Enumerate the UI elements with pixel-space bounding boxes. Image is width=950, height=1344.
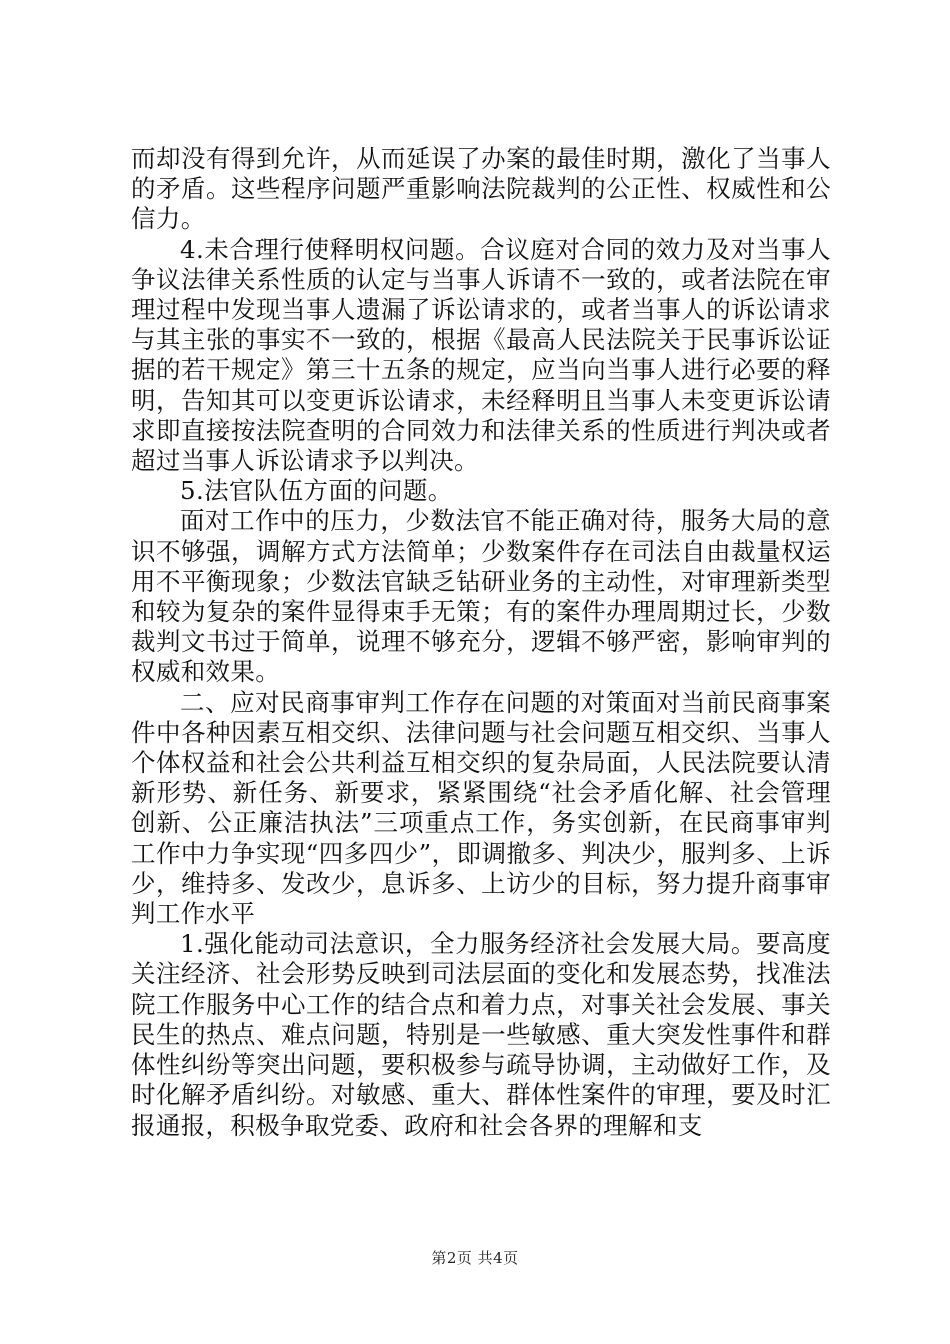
paragraph-countermeasure-1: 1.强化能动司法意识，全力服务经济社会发展大局。要高度关注经济、社会形势反映到司法层面的变化和发展态势，找准法院工作服务中心工作的结合点和着力点，对事关社会发展、事关民生的热点、难点问题，特别是一些敏感、重大突发性事件和群体性纠纷等突出问题，要积极参与疏导协调，主动做好工作，及时化解矛盾纠纷。对敏感、重大、群体性案件的审理，要及时汇报通报，积极争取党委、政府和社会各界的理解和支 <box>131 929 831 1140</box>
paragraph-item-5-heading: 5.法官队伍方面的问题。 <box>180 476 453 506</box>
paragraph-item-4: 4.未合理行使释明权问题。合议庭对合同的效力及对当事人争议法律关系性质的认定与当事人诉请不一致的，或者法院在审理过程中发现当事人遗漏了诉讼请求的，或者当事人的诉讼请求与其主张的事实不一致的，根据《最高人民法院关于民事诉讼证据的若干规定》第三十五条的规定，应当向当事人进行必要的释明，告知其可以变更诉讼请求，未经释明且当事人未变更诉讼请求即直接按法院查明的合同效力和法律关系的性质进行判决或者超过当事人诉讼请求予以判决。 <box>131 234 831 476</box>
paragraph-section-2: 二、应对民商事审判工作存在问题的对策面对当前民商事案件中各种因素互相交织、法律问题与社会问题互相交织、当事人个体权益和社会公共利益互相交织的复杂局面，人民法院要认清新形势、新任务、新要求，紧紧围绕“社会矛盾化解、社会管理创新、公正廉洁执法”三项重点工作，务实创新，在民商事审判工作中力争实现“四多四少”，即调撤多、判决少，服判多、上诉少，维持多、发改少，息诉多、上访少的目标，努力提升商事审判工作水平 <box>131 687 831 929</box>
paragraph-item-5-body: 面对工作中的压力，少数法官不能正确对待，服务大局的意识不够强，调解方式方法简单；少数案件存在司法自由裁量权运用不平衡现象；少数法官缺乏钻研业务的主动性，对审理新类型和较为复杂的案件显得束手无策；有的案件办理周期过长，少数裁判文书过于简单，说理不够充分，逻辑不够严密，影响审判的权威和效果。 <box>131 506 831 687</box>
paragraph-continuation: 而却没有得到允许，从而延误了办案的最佳时期，激化了当事人的矛盾。这些程序问题严重影响法院裁判的公正性、权威性和公信力。 <box>131 144 831 234</box>
body-text <box>131 144 831 1141</box>
page-number-footer: 第2页 共4页 <box>431 1249 519 1267</box>
